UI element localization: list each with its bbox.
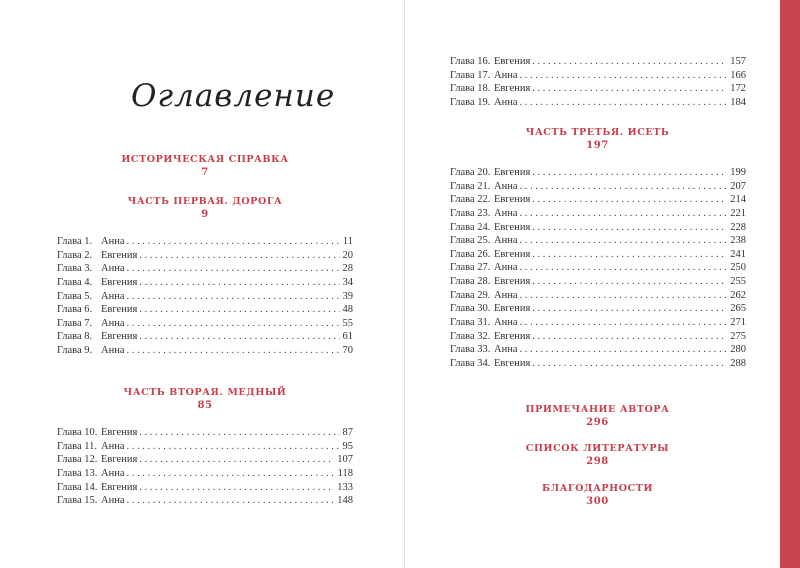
leader-dots [139, 303, 339, 317]
chapter-name: Анна [494, 180, 518, 192]
section-author-note [490, 403, 705, 429]
chapter-number: Глава 5. [57, 290, 93, 302]
leader-dots [532, 193, 727, 207]
red-page-edge [780, 0, 800, 568]
toc-part3-list [450, 166, 746, 371]
leader-dots [139, 330, 339, 344]
toc-row[interactable] [57, 426, 353, 440]
section-part3-label: ЧАСТЬ ТРЕТЬЯ. ИСЕТЬ [525, 127, 670, 138]
toc-row[interactable] [57, 330, 353, 344]
chapter-number: Глава 27. [450, 262, 491, 274]
chapter-number: Глава 16. [450, 56, 491, 67]
leader-dots [532, 166, 727, 180]
toc-row[interactable] [450, 289, 746, 303]
chapter-page: 172 [730, 83, 746, 95]
toc-row[interactable] [450, 82, 746, 96]
chapter-name: Анна [101, 317, 125, 329]
leader-dots [532, 248, 727, 262]
leader-dots [126, 344, 339, 358]
leader-dots [519, 289, 727, 303]
chapter-number: Глава 30. [450, 303, 491, 315]
toc-row[interactable] [450, 302, 746, 316]
section-part1 [100, 195, 310, 221]
chapter-name: Евгения [101, 304, 138, 316]
chapter-name: Евгения [494, 330, 531, 342]
chapter-name: Евгения [494, 83, 531, 95]
section-historical-page: 7 [201, 167, 209, 178]
toc-row[interactable] [450, 330, 746, 344]
toc-row[interactable] [450, 55, 746, 69]
chapter-name: Анна [101, 495, 125, 507]
toc-row[interactable] [57, 440, 353, 454]
toc-row[interactable] [450, 166, 746, 180]
chapter-name: Евгения [101, 454, 138, 466]
section-author-note-label: ПРИМЕЧАНИЕ АВТОРА [525, 404, 670, 415]
leader-dots [532, 82, 727, 96]
chapter-page: 87 [342, 427, 353, 438]
chapter-page: 288 [730, 357, 746, 369]
chapter-page: 271 [730, 317, 746, 329]
toc-row[interactable] [450, 207, 746, 221]
toc-row[interactable] [450, 234, 746, 248]
toc-row[interactable] [450, 69, 746, 83]
chapter-name: Анна [101, 467, 125, 479]
toc-part2-continued-list [450, 55, 746, 110]
chapter-name: Анна [101, 440, 125, 452]
chapter-number: Глава 26. [450, 248, 491, 260]
leader-dots [519, 207, 727, 221]
leader-dots [532, 330, 727, 344]
chapter-page: 61 [342, 331, 353, 343]
chapter-name: Анна [494, 289, 518, 301]
chapter-number: Глава 19. [450, 96, 491, 108]
section-literature-label: СПИСОК ЛИТЕРАТУРЫ [525, 443, 670, 454]
chapter-name: Евгения [494, 167, 531, 178]
toc-row[interactable] [57, 317, 353, 331]
chapter-name: Евгения [101, 331, 138, 343]
leader-dots [532, 357, 727, 371]
chapter-name: Евгения [101, 276, 138, 288]
section-literature-page: 298 [586, 456, 609, 467]
section-part1-page: 9 [201, 209, 209, 220]
chapter-page: 48 [342, 304, 353, 316]
chapter-number: Глава 29. [450, 289, 491, 301]
toc-row[interactable] [57, 344, 353, 358]
leader-dots [126, 440, 339, 454]
chapter-name: Анна [494, 262, 518, 274]
chapter-page: 207 [730, 180, 746, 192]
chapter-number: Глава 10. [57, 427, 98, 438]
chapter-number: Глава 14. [57, 481, 98, 493]
leader-dots [126, 262, 339, 276]
chapter-number: Глава 7. [57, 317, 93, 329]
toc-row[interactable] [57, 249, 353, 263]
chapter-name: Анна [494, 344, 518, 356]
section-literature [490, 442, 705, 468]
chapter-page: 221 [730, 207, 746, 219]
chapter-number: Глава 13. [57, 467, 98, 479]
leader-dots [519, 180, 727, 194]
chapter-page: 184 [730, 96, 746, 108]
leader-dots [519, 343, 727, 357]
chapter-name: Евгения [494, 303, 531, 315]
chapter-page: 118 [337, 467, 353, 479]
section-part3 [490, 126, 705, 152]
chapter-page: 11 [342, 236, 353, 247]
chapter-number: Глава 20. [450, 167, 491, 178]
chapter-number: Глава 25. [450, 235, 491, 247]
section-part1-label: ЧАСТЬ ПЕРВАЯ. ДОРОГА [127, 196, 283, 207]
leader-dots [519, 316, 727, 330]
leader-dots [126, 467, 334, 481]
leader-dots [126, 317, 339, 331]
toc-row[interactable] [57, 290, 353, 304]
chapter-page: 275 [730, 330, 746, 342]
chapter-number: Глава 1. [57, 236, 93, 247]
toc-part1-list [57, 235, 353, 358]
chapter-number: Глава 31. [450, 317, 491, 329]
chapter-name: Анна [101, 263, 125, 275]
toc-row[interactable] [450, 248, 746, 262]
chapter-name: Евгения [494, 221, 531, 233]
section-part2-page: 85 [197, 400, 213, 411]
section-thanks-page: 300 [586, 496, 609, 507]
toc-row[interactable] [450, 343, 746, 357]
toc-row[interactable] [450, 193, 746, 207]
leader-dots [519, 261, 727, 275]
chapter-name: Анна [494, 96, 518, 108]
chapter-name: Анна [101, 236, 125, 247]
chapter-number: Глава 21. [450, 180, 491, 192]
chapter-number: Глава 23. [450, 207, 491, 219]
section-author-note-page: 296 [586, 417, 609, 428]
toc-row[interactable] [450, 275, 746, 289]
leader-dots [126, 494, 334, 508]
chapter-name: Евгения [494, 248, 531, 260]
toc-row[interactable] [57, 262, 353, 276]
leader-dots [139, 453, 334, 467]
toc-row[interactable] [57, 467, 353, 481]
chapter-name: Евгения [494, 357, 531, 369]
chapter-page: 34 [342, 276, 353, 288]
chapter-name: Евгения [101, 249, 138, 261]
chapter-number: Глава 28. [450, 276, 491, 288]
chapter-page: 107 [337, 454, 353, 466]
chapter-page: 133 [337, 481, 353, 493]
section-part2-label: ЧАСТЬ ВТОРАЯ. МЕДНЫЙ [123, 387, 287, 398]
chapter-name: Евгения [494, 276, 531, 288]
toc-row[interactable] [57, 494, 353, 508]
toc-row[interactable] [57, 276, 353, 290]
leader-dots [519, 96, 727, 110]
chapter-name: Анна [494, 317, 518, 329]
chapter-page: 95 [342, 440, 353, 452]
toc-row[interactable] [57, 453, 353, 467]
section-part3-page: 197 [586, 140, 609, 151]
leader-dots [519, 234, 727, 248]
leader-dots [126, 290, 339, 304]
leader-dots [532, 302, 727, 316]
chapter-page: 28 [342, 263, 353, 275]
leader-dots [532, 221, 727, 235]
toc-row[interactable] [450, 357, 746, 371]
chapter-page: 228 [730, 221, 746, 233]
chapter-name: Евгения [101, 427, 138, 438]
toc-row[interactable] [450, 221, 746, 235]
chapter-page: 214 [730, 194, 746, 206]
chapter-page: 280 [730, 344, 746, 356]
section-historical-label: ИСТОРИЧЕСКАЯ СПРАВКА [121, 154, 289, 165]
chapter-name: Анна [494, 207, 518, 219]
chapter-page: 70 [342, 345, 353, 357]
chapter-number: Глава 18. [450, 83, 491, 95]
chapter-page: 157 [730, 56, 746, 67]
chapter-number: Глава 15. [57, 495, 98, 507]
chapter-page: 255 [730, 276, 746, 288]
toc-title: Оглавление [131, 78, 336, 114]
toc-row[interactable] [450, 316, 746, 330]
section-part2 [100, 386, 310, 412]
chapter-number: Глава 24. [450, 221, 491, 233]
leader-dots [532, 275, 727, 289]
leader-dots [139, 481, 334, 495]
chapter-page: 262 [730, 289, 746, 301]
chapter-page: 55 [342, 317, 353, 329]
section-historical [100, 153, 310, 179]
section-thanks [490, 482, 705, 508]
chapter-name: Евгения [494, 194, 531, 206]
chapter-number: Глава 22. [450, 194, 491, 206]
leader-dots [139, 276, 339, 290]
toc-row[interactable] [57, 481, 353, 495]
chapter-number: Глава 6. [57, 304, 93, 316]
section-thanks-label: БЛАГОДАРНОСТИ [541, 483, 654, 494]
chapter-page: 265 [730, 303, 746, 315]
chapter-number: Глава 12. [57, 454, 98, 466]
chapter-page: 20 [342, 249, 353, 261]
chapter-number: Глава 4. [57, 276, 93, 288]
toc-row[interactable] [450, 96, 746, 110]
chapter-page: 250 [730, 262, 746, 274]
toc-row[interactable] [450, 180, 746, 194]
chapter-number: Глава 17. [450, 69, 491, 81]
chapter-number: Глава 8. [57, 331, 93, 343]
chapter-name: Анна [494, 235, 518, 247]
chapter-name: Анна [101, 290, 125, 302]
chapter-page: 238 [730, 235, 746, 247]
toc-row[interactable] [57, 235, 353, 249]
toc-row[interactable] [450, 261, 746, 275]
chapter-page: 199 [730, 167, 746, 178]
leader-dots [519, 69, 727, 83]
chapter-number: Глава 34. [450, 357, 491, 369]
chapter-name: Анна [494, 69, 518, 81]
chapter-number: Глава 32. [450, 330, 491, 342]
chapter-number: Глава 33. [450, 344, 491, 356]
leader-dots [139, 426, 339, 440]
chapter-page: 39 [342, 290, 353, 302]
chapter-page: 148 [337, 495, 353, 507]
toc-part2-list [57, 426, 353, 508]
chapter-number: Глава 11. [57, 440, 98, 452]
page-gutter [404, 0, 405, 568]
chapter-number: Глава 3. [57, 263, 93, 275]
chapter-name: Евгения [494, 56, 531, 67]
chapter-name: Анна [101, 345, 125, 357]
leader-dots [139, 249, 339, 263]
chapter-page: 241 [730, 248, 746, 260]
chapter-name: Евгения [101, 481, 138, 493]
leader-dots [126, 235, 339, 249]
leader-dots [532, 55, 727, 69]
chapter-number: Глава 9. [57, 345, 93, 357]
chapter-page: 166 [730, 69, 746, 81]
chapter-number: Глава 2. [57, 249, 93, 261]
toc-row[interactable] [57, 303, 353, 317]
